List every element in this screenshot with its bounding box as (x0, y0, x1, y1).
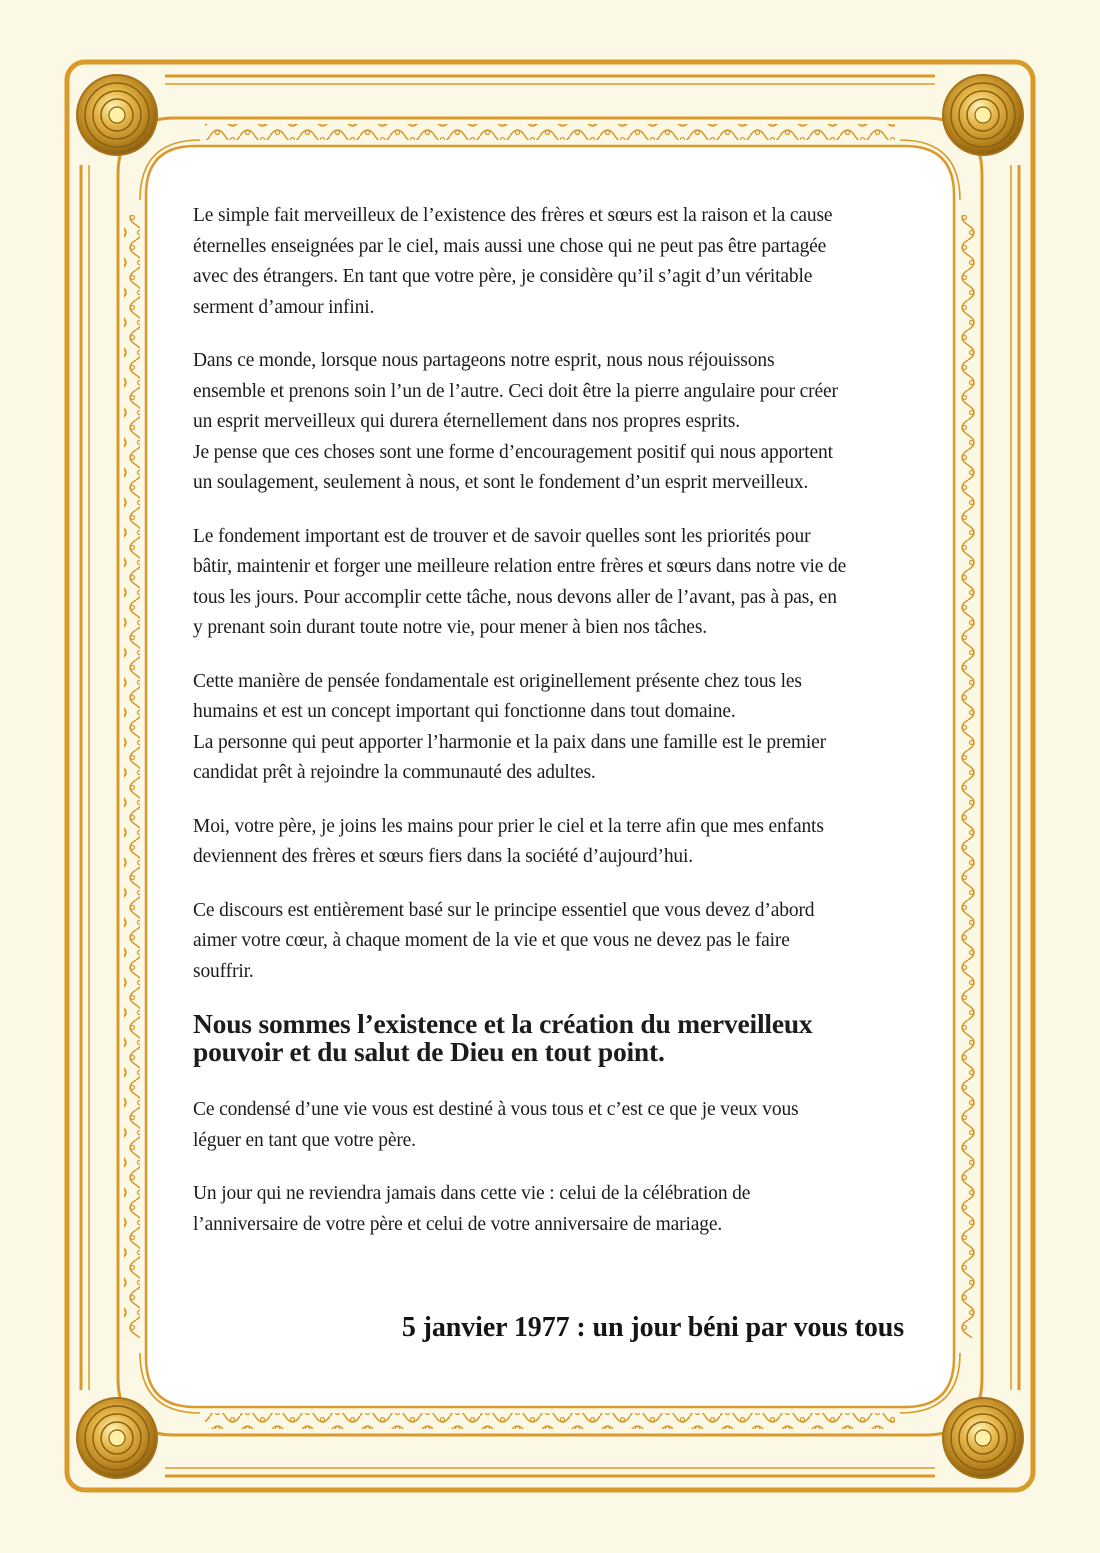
text-line: humains et est un concept important qui fonctionne dans tout domaine. (193, 701, 736, 722)
text-line: La personne qui peut apporter l’harmonie et la paix dans une famille est le premier (193, 731, 826, 753)
headline (193, 1010, 913, 1066)
text-line: Cette manière de pensée fondamentale est originellement présente chez tous les (193, 670, 802, 692)
corner-medallion-bottom-left (77, 1398, 157, 1478)
corner-medallion-top-left (77, 75, 157, 155)
text-line: souffrir. (193, 960, 254, 982)
paragraph-6 (193, 896, 913, 988)
paragraph-3 (193, 522, 913, 644)
paragraph-2 (193, 346, 913, 499)
text-line: Le simple fait merveilleux de l’existence des frères et sœurs est la raison et la cause (193, 205, 833, 226)
paragraph-5 (193, 812, 913, 873)
text-line: Moi, votre père, je joins les mains pour prier le ciel et la terre afin que mes enfants (193, 815, 824, 837)
letter-body (193, 201, 913, 1263)
text-line: Ce condensé d’une vie vous est destiné à vous tous et c’est ce que je veux vous (193, 1099, 799, 1120)
corner-medallion-top-right (943, 75, 1023, 155)
text-line: serment d’amour infini. (193, 296, 375, 318)
text-line: candidat prêt à rejoindre la communauté des adultes. (193, 762, 596, 783)
text-line: tous les jours. Pour accomplir cette tâche, nous devons aller de l’avant, pas à pas, en (193, 586, 837, 608)
corner-medallion-bottom-right (943, 1398, 1023, 1478)
text-line: Ce discours est entièrement basé sur le principe essentiel que vous devez d’abord (193, 899, 815, 921)
text-line: éternelles enseignées par le ciel, mais aussi une chose qui ne peut pas être partagée (193, 235, 827, 257)
text-line: l’anniversaire de votre père et celui de votre anniversaire de mariage. (193, 1213, 723, 1235)
paragraph-7 (193, 1095, 913, 1156)
closing-date-line: 5 janvier 1977 : un jour béni par vous tous (401, 1312, 904, 1343)
text-line: Un jour qui ne reviendra jamais dans cette vie : celui de la célébration de (193, 1183, 751, 1204)
paragraph-1 (193, 201, 913, 323)
text-line: Le fondement important est de trouver et de savoir quelles sont les priorités pour (193, 525, 811, 547)
paragraph-4 (193, 667, 913, 789)
paragraph-8 (193, 1179, 913, 1240)
headline-line: pouvoir et du salut de Dieu en tout point. (193, 1036, 665, 1067)
text-line: Dans ce monde, lorsque nous partageons notre esprit, nous nous réjouissons (193, 350, 775, 371)
text-line: y prenant soin durant toute notre vie, pour mener à bien nos tâches. (193, 617, 707, 638)
text-line: deviennent des frères et sœurs fiers dans la société d’aujourd’hui. (193, 846, 694, 867)
text-line: Je pense que ces choses sont une forme d’encouragement positif qui nous apportent (193, 441, 833, 463)
text-line: léguer en tant que votre père. (193, 1129, 416, 1151)
text-line: ensemble et prenons soin l’un de l’autre. Ceci doit être la pierre angulaire pour créer (193, 380, 838, 402)
headline-line: Nous sommes l’existence et la création du merveilleux (193, 1008, 813, 1039)
text-line: un esprit merveilleux qui durera éternellement dans nos propres esprits. (193, 411, 740, 432)
text-line: avec des étrangers. En tant que votre père, je considère qu’il s’agit d’un véritable (193, 266, 813, 287)
text-line: un soulagement, seulement à nous, et sont le fondement d’un esprit merveilleux. (193, 472, 809, 493)
text-line: bâtir, maintenir et forger une meilleure relation entre frères et sœurs dans notre vie de (193, 556, 847, 577)
text-line: aimer votre cœur, à chaque moment de la vie et que vous ne devez pas le faire (193, 930, 790, 951)
